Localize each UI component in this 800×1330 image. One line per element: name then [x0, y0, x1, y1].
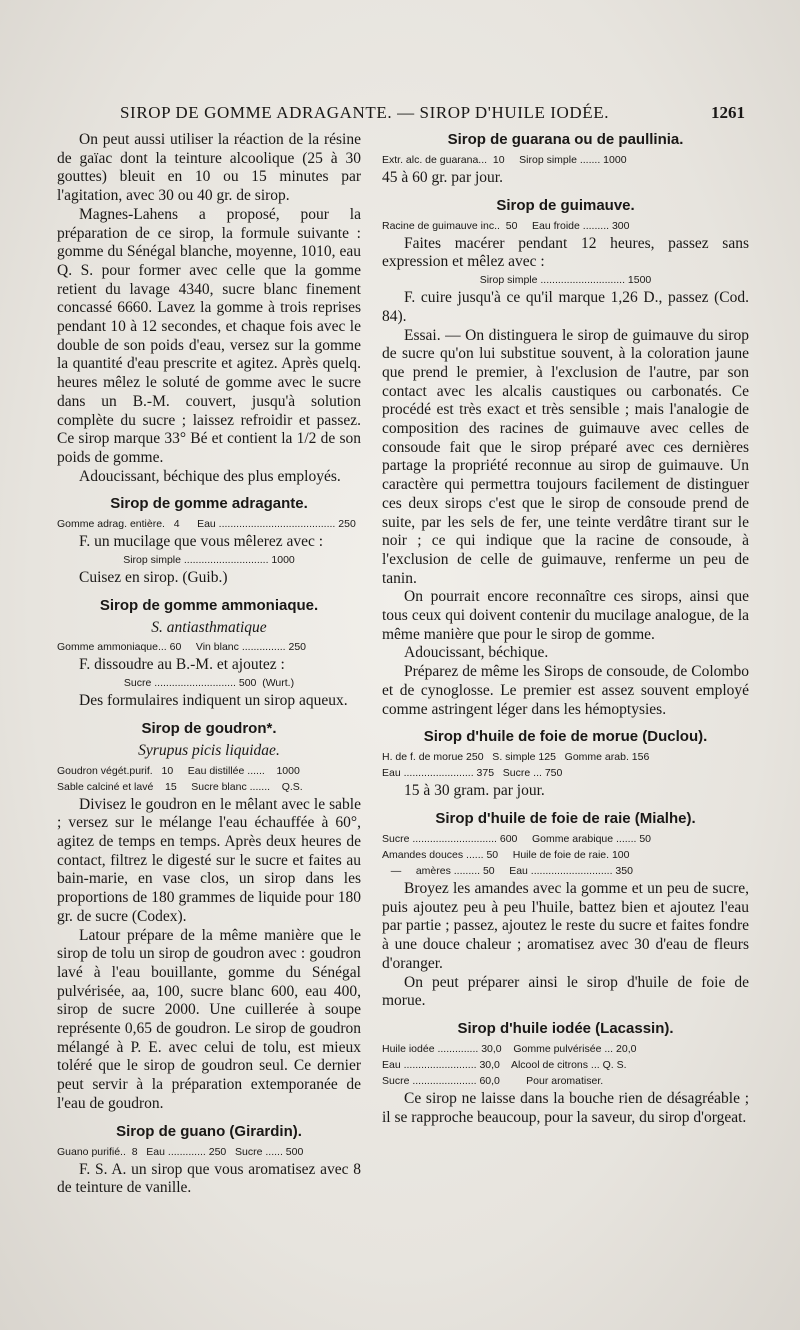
recipe-line: Goudron végét.purif. 10 Eau distillée ...... 1000: [57, 764, 300, 777]
paragraph: Magnes-Lahens a proposé, pour la préparation de ce sirop, la formule suivante : gomme du Sénégal blanche, moyenne, 1010, eau Q. S. pour former avec celle que la gomme retient du lavage 4340, sucre blanc finement concassé 6660. Lavez la gomme à trois reprises pendant 10 à 12 secondes, et chaque fois avec le double de son poids d'eau, versez sur la gomme la quantité d'eau prescrite et agitez. Après quelq. heures mêlez le soluté de gomme avec le sucre dans un B.-M. couvert, jusqu'à solution complète du sucre ; laissez refroidir et passez. Ce sirop marque 33° Bé et contient la 1/2 de son poids de gomme.: [57, 205, 361, 466]
recipe-heading: Sirop de gomme adragante.: [110, 495, 308, 513]
recipe-line: Sucre ............................ 500 (Wurt.): [123, 677, 295, 690]
paragraph: Des formulaires indiquent un sirop aqueux.: [79, 692, 348, 710]
paragraph: Préparez de même les Sirops de consoude, de Colombo et de cynoglosse. Le premier est assez souvent employé comme astringent léger dans les hémoptysies.: [382, 663, 749, 718]
paragraph: F. S. A. un sirop que vous aromatisez avec 8 de teinture de vanille.: [57, 1160, 361, 1197]
recipe-line: Sirop simple ............................. 1500: [479, 274, 652, 287]
right-column: [382, 131, 749, 1127]
recipe-line: Huile iodée .............. 30,0 Gomme pulvérisée ... 20,0: [382, 1042, 637, 1055]
recipe-subtitle: Syrupus picis liquidae.: [138, 741, 280, 759]
paragraph: Cuisez en sirop. (Guib.): [79, 569, 228, 587]
recipe-line: Sirop simple ............................. 1000: [123, 554, 295, 567]
running-head: [120, 103, 745, 127]
recipe-line: Eau ........................ 375 Sucre ... 750: [382, 767, 563, 780]
recipe-line: — amères ......... 50 Eau ............................ 350: [382, 864, 633, 877]
paragraph: Adoucissant, béchique.: [404, 644, 549, 662]
paragraph: On pourrait encore reconnaître ces sirops, ainsi que tous ceux qui doivent contenir du mucilage analogue, de la même manière que pour le sirop de gomme.: [382, 588, 749, 643]
running-title: SIROP DE GOMME ADRAGANTE. — SIROP D'HUILE IODÉE.: [120, 103, 610, 122]
paragraph: Adoucissant, béchique des plus employés.: [79, 467, 341, 485]
recipe-line: H. de f. de morue 250 S. simple 125 Gomme arab. 156: [382, 751, 650, 764]
paragraph: Essai. — On distinguera le sirop de guimauve du sirop de sucre qu'on lui substitue souvent, à la coloration jaune que prend le premier, à l'exclusion de l'autre, par son contact avec les alcalis caustiques ou carbonatés. Ce procédé est très exact et très sensible ; mais l'analogie de composition des racines de guimauve avec celles de consoude fait que le sirop préparé avec ces dernières partage la propriété reconnue au sirop de guimauve. Un caractère qui permettra toujours facilement de distinguer ces deux sirops c'est que le sirop de consoude prend de suite, par les sels de fer, une teinte verdâtre tirant sur le noir ; ce qui indique que la racine de consoude, à l'exclusion de celle de guimauve, renferme un peu de tanin.: [382, 326, 749, 587]
recipe-heading: Sirop d'huile de foie de raie (Mialhe).: [435, 809, 696, 827]
paragraph: Faites macérer pendant 12 heures, passez sans expression et mêlez avec :: [382, 234, 749, 271]
recipe-heading: Sirop d'huile iodée (Lacassin).: [457, 1019, 674, 1037]
recipe-heading: Sirop d'huile de foie de morue (Duclou).: [423, 728, 708, 746]
paragraph: Ce sirop ne laisse dans la bouche rien de désagréable ; il se rapproche beaucoup, pour la saveur, du sirop d'orgeat.: [382, 1089, 749, 1126]
recipe-line: Sucre ............................. 600 Gomme arabique ....... 50: [382, 832, 652, 845]
recipe-line: Amandes douces ...... 50 Huile de foie de raie. 100: [382, 848, 630, 861]
paragraph: Divisez le goudron en le mêlant avec le sable ; versez sur le mélange l'eau échauffée à 60°, agitez de temps en temps. Après deux heures de contact, filtrez le digesté sur le sucre et faites au bain-marie, en vase clos, un sirop dans les proportions de 180 grammes de liquide pour 180 gr. de sucre (Codex).: [57, 795, 361, 925]
recipe-line: Sucre ...................... 60,0 Pour aromatiser.: [382, 1074, 604, 1087]
paragraph: F. dissoudre au B.-M. et ajoutez :: [79, 656, 285, 674]
recipe-line: Gomme adrag. entière. 4 Eau ........................................ 250: [57, 518, 356, 531]
paragraph: On peut aussi utiliser la réaction de la résine de gaïac dont la teinture alcoolique (25 à 30 gouttes) bleuit en 10 ou 15 minutes par l'agitation, avec 30 ou 40 gr. de sirop.: [57, 131, 361, 205]
recipe-heading: Sirop de guarana ou de paullinia.: [447, 131, 684, 148]
paragraph: Latour prépare de la même manière que le sirop de tolu un sirop de goudron avec : goudron lavé à l'eau bouillante, gomme du Sénégal pulvérisée, aa, 100, sucre blanc 600, eau 400, sirop de sucre 2000. Une cuillerée à soupe représente 0,65 de goudron. Le sirop de goudron mélangé à P. E. avec celui de tolu, est mieux toléré que le sirop de goudron seul. Ce dernier peut servir à la préparation extemporanée de l'eau de goudron.: [57, 926, 361, 1112]
paragraph: Broyez les amandes avec la gomme et un peu de sucre, puis ajoutez peu à peu l'huile, battez bien et ajoutez l'eau par partie ; passez, ajoutez le reste du sucre et faites fondre à une douce chaleur ; aromatisez avec 30 d'eau de fleurs d'oranger.: [382, 879, 749, 972]
left-column: [57, 131, 361, 1198]
recipe-line: Racine de guimauve inc.. 50 Eau froide ......... 300: [382, 219, 630, 232]
paragraph: 45 à 60 gr. par jour.: [382, 169, 503, 186]
recipe-line: Extr. alc. de guarana... 10 Sirop simple ....... 1000: [382, 154, 627, 166]
paragraph: On peut préparer ainsi le sirop d'huile de foie de morue.: [382, 973, 749, 1010]
recipe-line: Sable calciné et lavé 15 Sucre blanc ....... Q.S.: [57, 780, 303, 793]
recipe-heading: Sirop de guimauve.: [496, 196, 635, 214]
recipe-subtitle: S. antiasthmatique: [151, 618, 267, 636]
paragraph: 15 à 30 gram. par jour.: [404, 782, 545, 800]
recipe-line: Guano purifié.. 8 Eau ............. 250 Sucre ...... 500: [57, 1145, 304, 1158]
paragraph: F. un mucilage que vous mêlerez avec :: [79, 533, 324, 551]
paragraph: F. cuire jusqu'à ce qu'il marque 1,26 D., passez (Cod. 84).: [382, 289, 749, 325]
recipe-line: Gomme ammoniaque... 60 Vin blanc ............... 250: [57, 641, 307, 654]
recipe-heading: Sirop de gomme ammoniaque.: [99, 596, 319, 614]
recipe-line: Eau ......................... 30,0 Alcool de citrons ... Q. S.: [382, 1058, 627, 1071]
recipe-heading: Sirop de goudron*.: [141, 719, 277, 737]
recipe-heading: Sirop de guano (Girardin).: [116, 1122, 302, 1140]
page-number: 1261: [711, 103, 745, 122]
